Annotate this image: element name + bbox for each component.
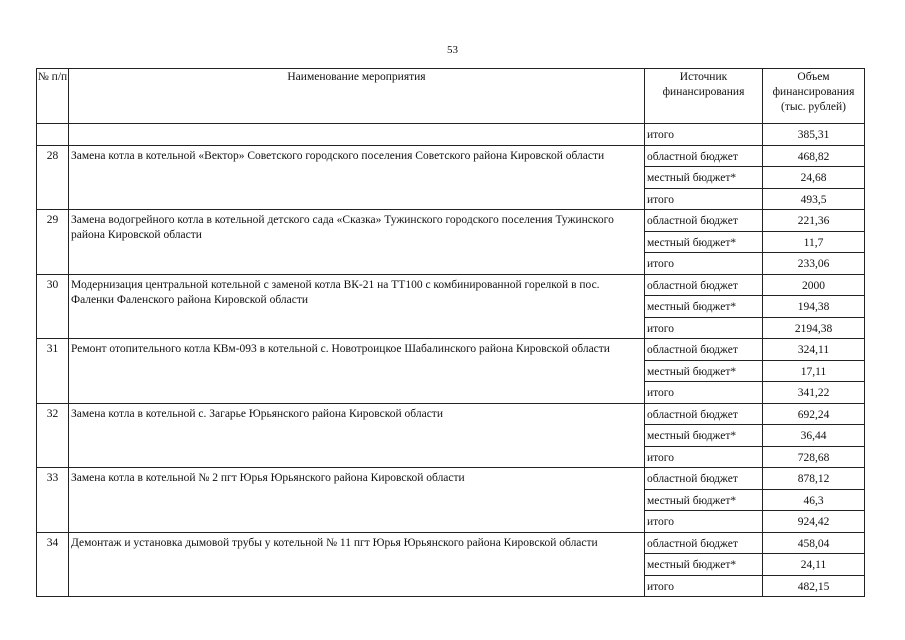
source-cell: итого [645, 446, 763, 468]
header-name: Наименование мероприятия [69, 69, 645, 124]
source-cell: итого [645, 511, 763, 533]
amount-cell: 36,44 [763, 425, 865, 447]
source-cell: областной бюджет [645, 339, 763, 361]
amount-cell: 11,7 [763, 231, 865, 253]
source-cell: областной бюджет [645, 145, 763, 167]
amount-cell: 17,11 [763, 360, 865, 382]
item-number: 29 [37, 210, 69, 275]
source-cell: областной бюджет [645, 468, 763, 490]
item-name: Ремонт отопительного котла КВм-093 в котельной с. Новотроицкое Шабалинского района Кировской области [69, 339, 645, 404]
amount-cell: 728,68 [763, 446, 865, 468]
amount-cell: 878,12 [763, 468, 865, 490]
table-row [37, 468, 865, 490]
source-cell: областной бюджет [645, 274, 763, 296]
source-cell: областной бюджет [645, 210, 763, 232]
source-cell: итого [645, 253, 763, 275]
amount-cell: 482,15 [763, 575, 865, 597]
amount-cell: 385,31 [763, 124, 865, 146]
table-row [37, 403, 865, 425]
table-row [37, 274, 865, 296]
item-number: 34 [37, 532, 69, 597]
source-cell: местный бюджет* [645, 489, 763, 511]
header-source: Источник финансирования [645, 69, 763, 124]
table-row [37, 210, 865, 232]
amount-cell: 46,3 [763, 489, 865, 511]
continued-name-cell [69, 124, 645, 146]
financing-table [36, 68, 865, 597]
amount-cell: 221,36 [763, 210, 865, 232]
source-cell: итого [645, 575, 763, 597]
amount-cell: 468,82 [763, 145, 865, 167]
page-number: 53 [447, 44, 458, 56]
source-cell: итого [645, 124, 763, 146]
item-number: 32 [37, 403, 69, 468]
table-row [37, 339, 865, 361]
source-cell: местный бюджет* [645, 231, 763, 253]
item-number: 28 [37, 145, 69, 210]
item-number: 33 [37, 468, 69, 533]
source-cell: итого [645, 188, 763, 210]
amount-cell: 24,11 [763, 554, 865, 576]
amount-cell: 924,42 [763, 511, 865, 533]
item-name: Демонтаж и установка дымовой трубы у котельной № 11 пгт Юрья Юрьянского района Кировской области [69, 532, 645, 597]
amount-cell: 341,22 [763, 382, 865, 404]
table-row [37, 532, 865, 554]
amount-cell: 692,24 [763, 403, 865, 425]
amount-cell: 2000 [763, 274, 865, 296]
amount-cell: 458,04 [763, 532, 865, 554]
item-number: 30 [37, 274, 69, 339]
source-cell: итого [645, 382, 763, 404]
continued-num-cell [37, 124, 69, 146]
item-name: Замена котла в котельной с. Загарье Юрьянского района Кировской области [69, 403, 645, 468]
source-cell: итого [645, 317, 763, 339]
source-cell: местный бюджет* [645, 554, 763, 576]
amount-cell: 493,5 [763, 188, 865, 210]
source-cell: местный бюджет* [645, 360, 763, 382]
amount-cell: 194,38 [763, 296, 865, 318]
table-row [37, 124, 865, 146]
amount-cell: 2194,38 [763, 317, 865, 339]
header-num: № п/п [37, 69, 69, 124]
item-name: Замена водогрейного котла в котельной детского сада «Сказка» Тужинского городского поселения Тужинского района Кировской области [69, 210, 645, 275]
item-name: Модернизация центральной котельной с заменой котла ВК-21 на ТТ100 с комбинированной горелкой в пос. Фаленки Фаленского района Кировской области [69, 274, 645, 339]
source-cell: областной бюджет [645, 532, 763, 554]
amount-cell: 24,68 [763, 167, 865, 189]
source-cell: местный бюджет* [645, 296, 763, 318]
item-name: Замена котла в котельной «Вектор» Советского городского поселения Советского района Кировской области [69, 145, 645, 210]
table-row [37, 145, 865, 167]
header-amount: Объем финансирования (тыс. рублей) [763, 69, 865, 124]
amount-cell: 233,06 [763, 253, 865, 275]
table-header-row [37, 69, 865, 124]
item-name: Замена котла в котельной № 2 пгт Юрья Юрьянского района Кировской области [69, 468, 645, 533]
source-cell: областной бюджет [645, 403, 763, 425]
amount-cell: 324,11 [763, 339, 865, 361]
source-cell: местный бюджет* [645, 425, 763, 447]
item-number: 31 [37, 339, 69, 404]
source-cell: местный бюджет* [645, 167, 763, 189]
